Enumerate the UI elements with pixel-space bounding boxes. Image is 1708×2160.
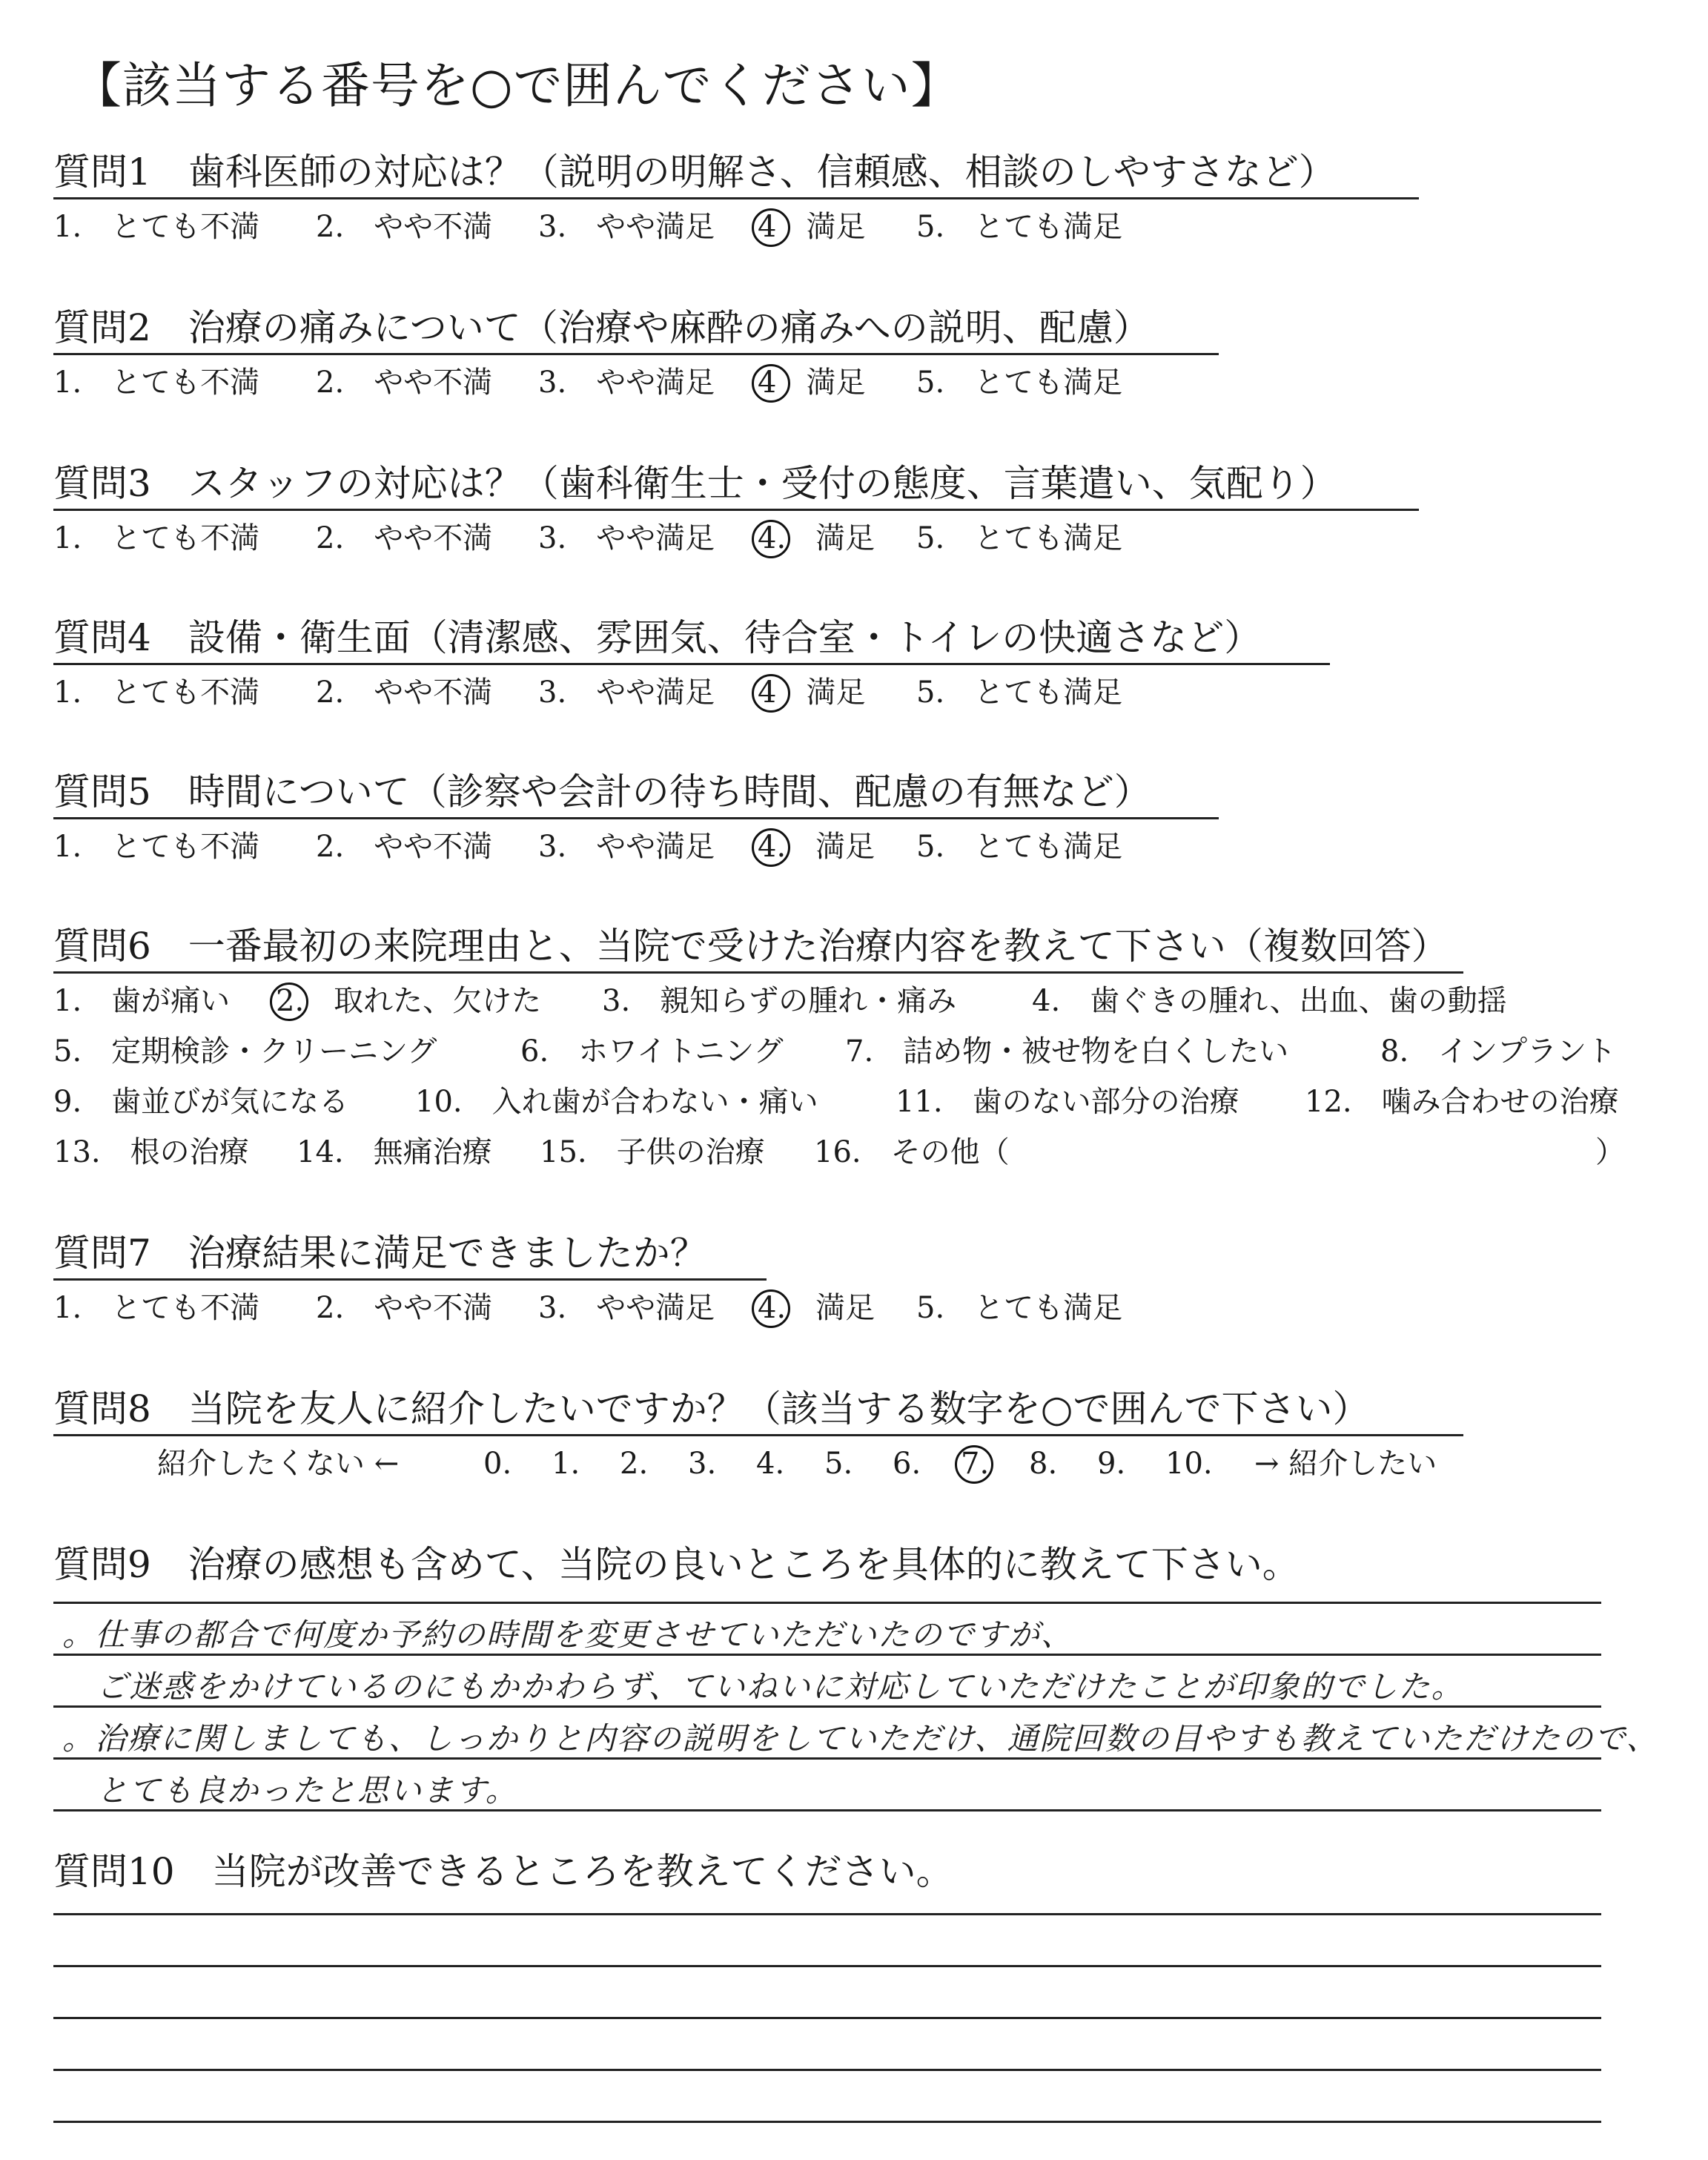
q5-option-3[interactable]: 3. やや満足: [538, 830, 715, 864]
selected-circle: 4: [758, 366, 777, 400]
q5-option-1[interactable]: 1. とても不満: [53, 830, 260, 864]
question-8-title: 質問8 当院を友人に紹介したいですか？（該当する数字を○で囲んで下さい）: [53, 1387, 1463, 1436]
scale-option-10[interactable]: 10.: [1165, 1447, 1213, 1481]
scale-left-label: 紹介したくない ←: [157, 1447, 400, 1481]
answer-rule: [53, 2017, 1601, 2019]
q6-option-11[interactable]: 11. 歯のない部分の治療: [896, 1085, 1239, 1119]
q4-option-2[interactable]: 2. やや不満: [316, 676, 493, 710]
q5-option-5[interactable]: 5. とても満足: [916, 830, 1123, 864]
scale-option-7[interactable]: [961, 1446, 989, 1482]
answer-rule: [53, 2069, 1601, 2071]
q6-option-5[interactable]: 5. 定期検診・クリーニング: [53, 1034, 437, 1069]
q6-option-6[interactable]: 6. ホワイトニング: [520, 1034, 784, 1069]
selected-circle: 4.: [758, 830, 787, 864]
question-10-title: 質問10 当院が改善できるところを教えてください。: [53, 1850, 953, 1893]
q9-answer-line-1[interactable]: 。仕事の都合で何度か予約の時間を変更させていただいたのですが、: [62, 1616, 1074, 1653]
q7-option-4[interactable]: 4. 満足: [758, 1291, 875, 1325]
q6-option-9[interactable]: 9. 歯並びが気になる: [53, 1085, 349, 1119]
selected-circle: 7.: [961, 1447, 990, 1481]
question-6-title: 質問6 一番最初の来院理由と、当院で受けた治療内容を教えて下さい（複数回答）: [53, 924, 1463, 974]
q1-option-5[interactable]: 5. とても満足: [916, 210, 1123, 244]
q6-option-2[interactable]: 2. 取れた、欠けた: [276, 984, 542, 1018]
q7-option-5[interactable]: 5. とても満足: [916, 1291, 1123, 1325]
q6-option-14[interactable]: 14. 無痛治療: [297, 1135, 492, 1169]
scale-option-2[interactable]: 2.: [620, 1447, 649, 1481]
q3-option-2[interactable]: 2. やや不満: [316, 521, 493, 555]
q3-option-5[interactable]: 5. とても満足: [916, 521, 1123, 555]
q4-option-5[interactable]: 5. とても満足: [916, 676, 1123, 710]
q3-option-4[interactable]: 4. 満足: [758, 521, 875, 555]
q5-option-4[interactable]: 4. 満足: [758, 830, 875, 864]
q2-option-4[interactable]: 4 満足: [758, 366, 866, 400]
scale-option-6[interactable]: 6.: [893, 1447, 921, 1481]
q1-option-1[interactable]: 1. とても不満: [53, 210, 260, 244]
scale-option-8[interactable]: 8.: [1029, 1447, 1058, 1481]
q6-option-4[interactable]: 4. 歯ぐきの腫れ、出血、歯の動揺: [1032, 984, 1507, 1018]
answer-rule: [53, 1913, 1601, 1915]
q9-answer-line-2[interactable]: ご迷惑をかけているのにもかかわらず、ていねいに対応していただけたことが印象的でした。: [96, 1668, 1464, 1705]
scale-option-4[interactable]: 4.: [756, 1447, 785, 1481]
scale-option-3[interactable]: 3.: [688, 1447, 717, 1481]
answer-rule: [53, 1602, 1601, 1604]
q6-option-1[interactable]: 1. 歯が痛い: [53, 984, 231, 1018]
q6-option-7[interactable]: 7. 詰め物・被せ物を白くしたい: [845, 1034, 1289, 1069]
selected-circle: 2.: [276, 984, 305, 1018]
q5-option-2[interactable]: 2. やや不満: [316, 830, 493, 864]
question-1-title: 質問1 歯科医師の対応は？（説明の明解さ、信頼感、相談のしやすさなど）: [53, 150, 1419, 199]
q9-answer-line-3[interactable]: 。治療に関しましても、しっかりと内容の説明をしていただけ、通院回数の目やすも教えていただけたので、: [62, 1720, 1659, 1757]
form-heading: 【該当する番号を○で囲んでください】: [73, 57, 961, 114]
question-7-title: 質問7 治療結果に満足できましたか？: [53, 1231, 767, 1281]
selected-circle: 4: [758, 210, 777, 244]
q3-option-3[interactable]: 3. やや満足: [538, 521, 715, 555]
q2-option-2[interactable]: 2. やや不満: [316, 366, 493, 400]
q7-option-3[interactable]: 3. やや満足: [538, 1291, 715, 1325]
q1-option-2[interactable]: 2. やや不満: [316, 210, 493, 244]
q3-option-1[interactable]: 1. とても不満: [53, 521, 260, 555]
answer-rule: [53, 1965, 1601, 1967]
q7-option-1[interactable]: 1. とても不満: [53, 1291, 260, 1325]
q2-option-5[interactable]: 5. とても満足: [916, 366, 1123, 400]
q6-option-10[interactable]: 10. 入れ歯が合わない・痛い: [415, 1085, 818, 1119]
selected-circle: 4: [758, 676, 777, 710]
q6-option-13[interactable]: 13. 根の治療: [53, 1135, 249, 1169]
scale-option-0[interactable]: 0.: [483, 1447, 512, 1481]
q6-other-close-paren: ）: [1595, 1135, 1625, 1169]
q6-option-12[interactable]: 12. 噛み合わせの治療: [1305, 1085, 1619, 1119]
q1-option-4[interactable]: 4 満足: [758, 210, 866, 244]
q1-option-3[interactable]: 3. やや満足: [538, 210, 715, 244]
question-3-title: 質問3 スタッフの対応は？（歯科衛生士・受付の態度、言葉遣い、気配り）: [53, 461, 1419, 511]
selected-circle: 4.: [758, 521, 787, 555]
scale-option-5[interactable]: 5.: [824, 1447, 853, 1481]
selected-circle: 4.: [758, 1291, 787, 1325]
question-2-title: 質問2 治療の痛みについて（治療や麻酔の痛みへの説明、配慮）: [53, 305, 1219, 355]
q9-answer-line-4[interactable]: とても良かったと思います。: [96, 1772, 518, 1809]
question-4-title: 質問4 設備・衛生面（清潔感、雰囲気、待合室・トイレの快適さなど）: [53, 615, 1330, 665]
question-5-title: 質問5 時間について（診察や会計の待ち時間、配慮の有無など）: [53, 770, 1219, 819]
q4-option-3[interactable]: 3. やや満足: [538, 676, 715, 710]
q7-option-2[interactable]: 2. やや不満: [316, 1291, 493, 1325]
q6-option-3[interactable]: 3. 親知らずの腫れ・痛み: [602, 984, 957, 1018]
q4-option-1[interactable]: 1. とても不満: [53, 676, 260, 710]
scale-right-label: → 紹介したい: [1254, 1447, 1437, 1481]
q6-option-8[interactable]: 8. インプラント: [1380, 1034, 1617, 1069]
q2-option-3[interactable]: 3. やや満足: [538, 366, 715, 400]
q6-option-15[interactable]: 15. 子供の治療: [540, 1135, 765, 1169]
q4-option-4[interactable]: 4 満足: [758, 676, 866, 710]
question-9-title: 質問9 治療の感想も含めて、当院の良いところを具体的に教えて下さい。: [53, 1543, 1300, 1586]
scale-option-9[interactable]: 9.: [1097, 1447, 1126, 1481]
q6-option-16[interactable]: 16. その他（: [814, 1135, 1010, 1169]
q2-option-1[interactable]: 1. とても不満: [53, 366, 260, 400]
scale-option-1[interactable]: 1.: [552, 1447, 580, 1481]
answer-rule: [53, 2121, 1601, 2123]
